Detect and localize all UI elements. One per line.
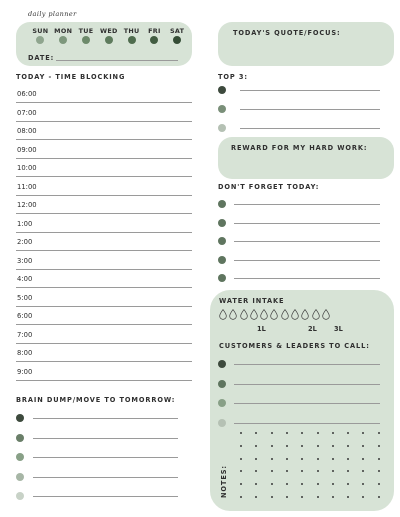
notes-grid-dot xyxy=(317,432,319,434)
water-drop-icon[interactable] xyxy=(229,309,237,320)
time-slot-line[interactable] xyxy=(16,361,192,362)
reward-panel[interactable] xyxy=(218,137,394,179)
time-slot-label: 07:00 xyxy=(17,108,37,117)
weekday-thu: THU xyxy=(123,27,140,35)
notes-grid-dot xyxy=(347,483,349,485)
customer-bullet xyxy=(218,360,226,368)
brain-dump-bullet xyxy=(16,434,24,442)
weekday-dot-cell xyxy=(97,36,120,44)
notes-grid-dot xyxy=(271,458,273,460)
time-slot-line[interactable] xyxy=(16,343,192,344)
weekday-checkbox-dot[interactable] xyxy=(105,36,113,44)
notes-grid-dot xyxy=(240,458,242,460)
dont-forget-line[interactable] xyxy=(234,223,380,224)
water-drop-icon[interactable] xyxy=(301,309,309,320)
dont-forget-line[interactable] xyxy=(234,278,380,279)
time-slot-line[interactable] xyxy=(16,306,192,307)
brain-dump-label: BRAIN DUMP/MOVE TO TOMORROW: xyxy=(16,396,176,404)
notes-grid-dot xyxy=(378,470,380,472)
notes-grid-dot xyxy=(271,445,273,447)
weekday-dot-cell xyxy=(143,36,166,44)
water-drop-icon[interactable] xyxy=(260,309,268,320)
time-slot-line[interactable] xyxy=(16,102,192,103)
dont-forget-line[interactable] xyxy=(234,241,380,242)
customer-line[interactable] xyxy=(234,403,380,404)
notes-grid-dot xyxy=(332,470,334,472)
time-slot-label: 3:00 xyxy=(17,256,33,265)
time-slot-line[interactable] xyxy=(16,195,192,196)
top3-line[interactable] xyxy=(240,109,380,110)
weekday-checkbox-dot[interactable] xyxy=(128,36,136,44)
time-slot-line[interactable] xyxy=(16,121,192,122)
time-slot-line[interactable] xyxy=(16,213,192,214)
time-slot-line[interactable] xyxy=(16,232,192,233)
customer-line[interactable] xyxy=(234,364,380,365)
notes-grid-dot xyxy=(347,496,349,498)
notes-grid-dot xyxy=(362,483,364,485)
notes-grid-dot xyxy=(240,432,242,434)
notes-grid-dot xyxy=(271,470,273,472)
quote-label: TODAY'S QUOTE/FOCUS: xyxy=(233,29,341,37)
time-slot-line[interactable] xyxy=(16,380,192,381)
top3-bullet xyxy=(218,86,226,94)
brain-dump-line[interactable] xyxy=(33,477,178,478)
notes-grid-dot xyxy=(301,432,303,434)
week-panel xyxy=(16,22,192,66)
dont-forget-bullet xyxy=(218,200,226,208)
date-line[interactable] xyxy=(56,60,178,61)
notes-grid-dot xyxy=(286,496,288,498)
notes-grid-dot xyxy=(255,483,257,485)
brain-dump-bullet xyxy=(16,492,24,500)
notes-grid-dot xyxy=(255,445,257,447)
weekday-dot-cell xyxy=(52,36,75,44)
brain-dump-bullet xyxy=(16,473,24,481)
weekday-checkbox-dot[interactable] xyxy=(82,36,90,44)
time-slot-label: 5:00 xyxy=(17,293,33,302)
water-drop-icon[interactable] xyxy=(322,309,330,320)
notes-grid-dot xyxy=(317,496,319,498)
time-slot-label: 11:00 xyxy=(17,182,37,191)
water-drop-icon[interactable] xyxy=(270,309,278,320)
dont-forget-bullet xyxy=(218,274,226,282)
time-blocking-label: TODAY - TIME BLOCKING xyxy=(16,73,126,81)
notes-grid-dot xyxy=(378,496,380,498)
weekday-dots xyxy=(29,36,189,44)
notes-grid-dot xyxy=(271,483,273,485)
notes-grid-dot xyxy=(378,458,380,460)
water-intake-label: WATER INTAKE xyxy=(219,297,285,305)
brain-dump-bullet xyxy=(16,453,24,461)
dont-forget-line[interactable] xyxy=(234,204,380,205)
notes-grid-dot xyxy=(301,458,303,460)
dont-forget-bullet xyxy=(218,256,226,264)
weekday-tue: TUE xyxy=(78,27,94,35)
notes-grid-dot xyxy=(378,432,380,434)
water-drops xyxy=(219,309,332,320)
time-slot-line[interactable] xyxy=(16,250,192,251)
notes-grid-dot xyxy=(362,432,364,434)
notes-grid-dot xyxy=(271,432,273,434)
water-drop-icon[interactable] xyxy=(281,309,289,320)
customer-bullet xyxy=(218,399,226,407)
brain-dump-line[interactable] xyxy=(33,438,178,439)
time-slot-label: 10:00 xyxy=(17,164,37,172)
top3-line[interactable] xyxy=(240,90,380,91)
time-slot-label: 9:00 xyxy=(17,367,33,376)
notes-grid-dot xyxy=(255,496,257,498)
weekday-mon: MON xyxy=(54,27,73,35)
weekday-dot-cell xyxy=(29,36,52,44)
notes-grid-dot xyxy=(332,483,334,485)
time-slot-line[interactable] xyxy=(16,176,192,177)
time-slot-line[interactable] xyxy=(16,324,192,325)
brain-dump-line[interactable] xyxy=(33,418,178,419)
top3-line[interactable] xyxy=(240,128,380,129)
notes-grid-dot xyxy=(301,483,303,485)
notes-grid-dot xyxy=(255,458,257,460)
notes-grid-dot xyxy=(347,432,349,434)
time-slot-label: 8:00 xyxy=(17,349,33,357)
notes-grid-dot xyxy=(332,445,334,447)
notes-grid-dot xyxy=(286,458,288,460)
water-customers-notes-panel xyxy=(210,290,394,511)
weekday-wed: WED xyxy=(99,27,118,35)
customer-bullet xyxy=(218,380,226,388)
notes-grid-dot xyxy=(332,458,334,460)
time-slot-label: 7:00 xyxy=(17,330,33,339)
notes-grid-dot xyxy=(286,432,288,434)
time-slot-line[interactable] xyxy=(16,158,192,159)
reward-label: REWARD FOR MY HARD WORK: xyxy=(231,144,368,152)
weekday-checkbox-dot[interactable] xyxy=(173,36,181,44)
notes-grid-dot xyxy=(301,496,303,498)
water-drop-icon[interactable] xyxy=(250,309,258,320)
time-slot-label: 4:00 xyxy=(17,275,33,283)
top3-label: TOP 3: xyxy=(218,73,248,81)
notes-grid-dot xyxy=(317,483,319,485)
brain-dump-line[interactable] xyxy=(33,457,178,458)
customer-line[interactable] xyxy=(234,384,380,385)
dont-forget-bullet xyxy=(218,219,226,227)
notes-grid-dot xyxy=(255,432,257,434)
customers-label: CUSTOMERS & LEADERS TO CALL: xyxy=(219,342,370,350)
notes-grid-dot xyxy=(301,470,303,472)
notes-grid-dot xyxy=(255,470,257,472)
notes-grid-dot xyxy=(317,458,319,460)
notes-grid-dot xyxy=(332,432,334,434)
brain-dump-bullet xyxy=(16,414,24,422)
top3-bullet xyxy=(218,105,226,113)
weekday-sat: SAT xyxy=(170,27,185,35)
customer-line[interactable] xyxy=(234,423,380,424)
weekday-dot-cell xyxy=(120,36,143,44)
weekday-dot-cell xyxy=(75,36,98,44)
quote-panel[interactable] xyxy=(218,22,394,66)
time-slot-line[interactable] xyxy=(16,269,192,270)
water-mark-1l: 1L xyxy=(257,325,266,333)
notes-grid-dot xyxy=(347,445,349,447)
time-slot-line[interactable] xyxy=(16,139,192,140)
notes-grid-dot xyxy=(240,470,242,472)
notes-grid-dot xyxy=(347,470,349,472)
time-slot-label: 2:00 xyxy=(17,238,33,246)
time-slot-label: 12:00 xyxy=(17,201,37,209)
notes-label: NOTES: xyxy=(220,465,228,498)
notes-grid-dot xyxy=(378,445,380,447)
water-drop-icon[interactable] xyxy=(240,309,248,320)
top3-bullet xyxy=(218,124,226,132)
dont-forget-line[interactable] xyxy=(234,260,380,261)
water-drop-icon[interactable] xyxy=(291,309,299,320)
notes-grid-dot xyxy=(362,445,364,447)
water-mark-2l: 2L xyxy=(308,325,317,333)
weekday-dot-cell xyxy=(166,36,189,44)
dont-forget-label: DON'T FORGET TODAY: xyxy=(218,183,320,191)
planner-title: daily planner xyxy=(28,10,77,18)
notes-grid-dot xyxy=(317,445,319,447)
time-slot-label: 06:00 xyxy=(17,90,37,98)
notes-grid-dot xyxy=(240,445,242,447)
customer-bullet xyxy=(218,419,226,427)
notes-grid-dot xyxy=(362,470,364,472)
notes-grid-dot xyxy=(301,445,303,447)
notes-grid-dot xyxy=(240,496,242,498)
notes-grid-dot xyxy=(362,458,364,460)
water-drop-icon[interactable] xyxy=(219,309,227,320)
water-drop-icon[interactable] xyxy=(312,309,320,320)
notes-grid-dot xyxy=(271,496,273,498)
time-slot-label: 1:00 xyxy=(17,219,33,228)
notes-grid-dot xyxy=(286,445,288,447)
weekday-checkbox-dot[interactable] xyxy=(36,36,44,44)
time-slot-line[interactable] xyxy=(16,287,192,288)
notes-grid-dot xyxy=(240,483,242,485)
weekday-sun: SUN xyxy=(32,27,49,35)
notes-grid-dot xyxy=(378,483,380,485)
notes-grid-dot xyxy=(317,470,319,472)
date-label: DATE: xyxy=(28,54,55,62)
brain-dump-line[interactable] xyxy=(33,496,178,497)
notes-grid-dot xyxy=(347,458,349,460)
weekday-checkbox-dot[interactable] xyxy=(59,36,67,44)
weekday-fri: FRI xyxy=(148,27,161,35)
water-mark-3l: 3L xyxy=(334,325,343,333)
time-slot-label: 09:00 xyxy=(17,145,37,154)
notes-grid-dot xyxy=(286,483,288,485)
time-slot-label: 08:00 xyxy=(17,127,37,135)
time-slot-label: 6:00 xyxy=(17,312,33,320)
notes-grid-dot xyxy=(362,496,364,498)
weekday-checkbox-dot[interactable] xyxy=(150,36,158,44)
notes-grid-dot xyxy=(332,496,334,498)
weekday-labels xyxy=(29,27,189,35)
notes-grid-dot xyxy=(286,470,288,472)
dont-forget-bullet xyxy=(218,237,226,245)
